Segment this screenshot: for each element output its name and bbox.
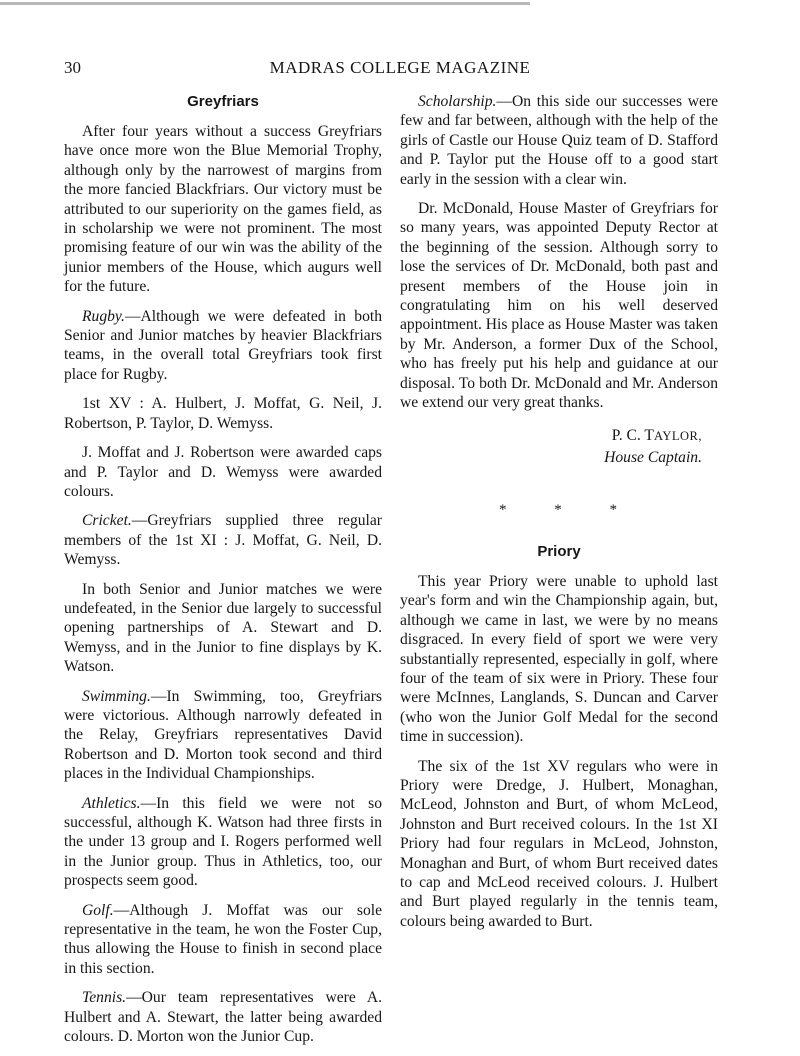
- swimming-paragraph: [64, 687, 382, 784]
- signature-role: House Captain.: [604, 448, 702, 466]
- cricket-paragraph: [64, 511, 382, 569]
- swimming-text: —In Swimming, too, Greyfriars were victorious. Although narrowly defeated in the Relay, Greyfriars representatives David Robertson and D. Morton took second and third places in the Individual Championships.: [64, 687, 382, 783]
- section-separator: * * *: [499, 501, 639, 518]
- athletics-label: Athletics.: [82, 794, 141, 812]
- rugby-label: Rugby.: [82, 307, 125, 325]
- first-xv-list: 1st XV : A. Hulbert, J. Moffat, G. Neil, J. Robertson, P. Taylor, D. Wemyss.: [64, 395, 382, 432]
- priory-paragraph-2: The six of the 1st XV regulars who were in Priory were Dredge, J. Hulbert, Monaghan, McLeod, Johnston and Burt, of whom McLeod, Johnston and Burt received colours. In the 1st XI Priory had four regulars in McLeod, Johnston, Monaghan and Burt, of whom Burt received dates to cap and McLeod received colours. J. Hulbert and Burt played regularly in the tennis team, colours being awarded to Burt.: [400, 757, 718, 930]
- page-number: 30: [64, 58, 81, 77]
- tennis-paragraph: [64, 988, 382, 1046]
- cricket-text: —Greyfriars supplied three regular members of the 1st XI : J. Moffat, G. Neil, D. Wemyss.: [64, 512, 382, 569]
- scholarship-label: Scholarship.: [418, 93, 497, 110]
- greyfriars-intro: After four years without a success Greyfriars have once more won the Blue Memorial Trophy, although only by the narrowest of margins from the more fancied Blackfriars. Our victory must be attributed to our superiority on the games field, as in scholarship we were not prominent. The most promising feature of our win was the ability of the junior members of the House, which augurs well for the future.: [64, 123, 382, 296]
- rugby-text: —Although we were defeated in both Senior and Junior matches by heavier Blackfriars teams, in the overall total Greyfriars took first place for Rugby.: [64, 307, 382, 383]
- golf-paragraph: [64, 901, 382, 979]
- greyfriars-heading: Greyfriars: [187, 93, 259, 110]
- swimming-label: Swimming.: [82, 687, 151, 705]
- undefeated-paragraph: In both Senior and Junior matches we were undefeated, in the Senior due largely to successful opening partnerships of A. Stewart and D. Wemyss, and in the Junior to fine displays by K. Watson.: [64, 580, 382, 676]
- signature-block: [400, 425, 702, 469]
- caps-paragraph: J. Moffat and J. Robertson were awarded caps and P. Taylor and D. Wemyss were awarded colours.: [64, 444, 382, 500]
- running-title: MADRAS COLLEGE MAGAZINE: [269, 58, 531, 77]
- right-column: [400, 92, 718, 941]
- rugby-paragraph: [64, 307, 382, 385]
- priory-paragraph-1: This year Priory were unable to uphold last year's form and win the Championship again, but, although we came in last, we were by no means disgraced. In every field of sport we were very substantially represented, especially in golf, where four of the team of six were in Priory. These four were McInnes, Langlands, S. Duncan and Carver (who won the Junior Golf Medal for the second time in succession).: [400, 572, 718, 746]
- golf-label: Golf.: [82, 901, 114, 919]
- left-column: [64, 92, 382, 1056]
- signature-name: [400, 425, 702, 447]
- signature-initials: P. C. T: [611, 426, 654, 444]
- tennis-text: —Our team representatives were A. Hulbert and A. Stewart, the latter being awarded colours. D. Morton won the Junior Cup.: [64, 989, 382, 1046]
- scholarship-text: —On this side our successes were few and far between, although with the help of the girls of Castle our House Quiz team of D. Stafford and P. Taylor put the House off to a good start early in the session with a clear win.: [400, 93, 718, 188]
- cricket-label: Cricket.: [82, 512, 132, 530]
- golf-text: —Although J. Moffat was our sole representative in the team, he won the Foster Cup, thus allowing the House to finish in second place in this section.: [64, 901, 382, 977]
- priory-heading: Priory: [537, 542, 581, 560]
- scholarship-paragraph: [400, 92, 718, 189]
- tennis-label: Tennis.: [82, 989, 127, 1007]
- signature-surname: AYLOR,: [653, 428, 702, 443]
- scan-edge-line: [0, 2, 530, 5]
- mcdonald-paragraph: Dr. McDonald, House Master of Greyfriars for so many years, was appointed Deputy Rector at the beginning of the session. Although sorry to lose the services of Dr. McDonald, both past and present members of the House join in congratulating him on his well deserved appointment. His place as House Master was taken by Mr. Anderson, a former Dux of the School, who has freely put his help and guidance at our disposal. To both Dr. McDonald and Mr. Anderson we extend our very great thanks.: [400, 200, 718, 412]
- athletics-paragraph: [64, 794, 382, 891]
- athletics-text: —In this field we were not so successful, although K. Watson had three firsts in the under 13 group and I. Rogers performed well in the Junior group. Thus in Athletics, too, our prospects seem good.: [64, 794, 382, 890]
